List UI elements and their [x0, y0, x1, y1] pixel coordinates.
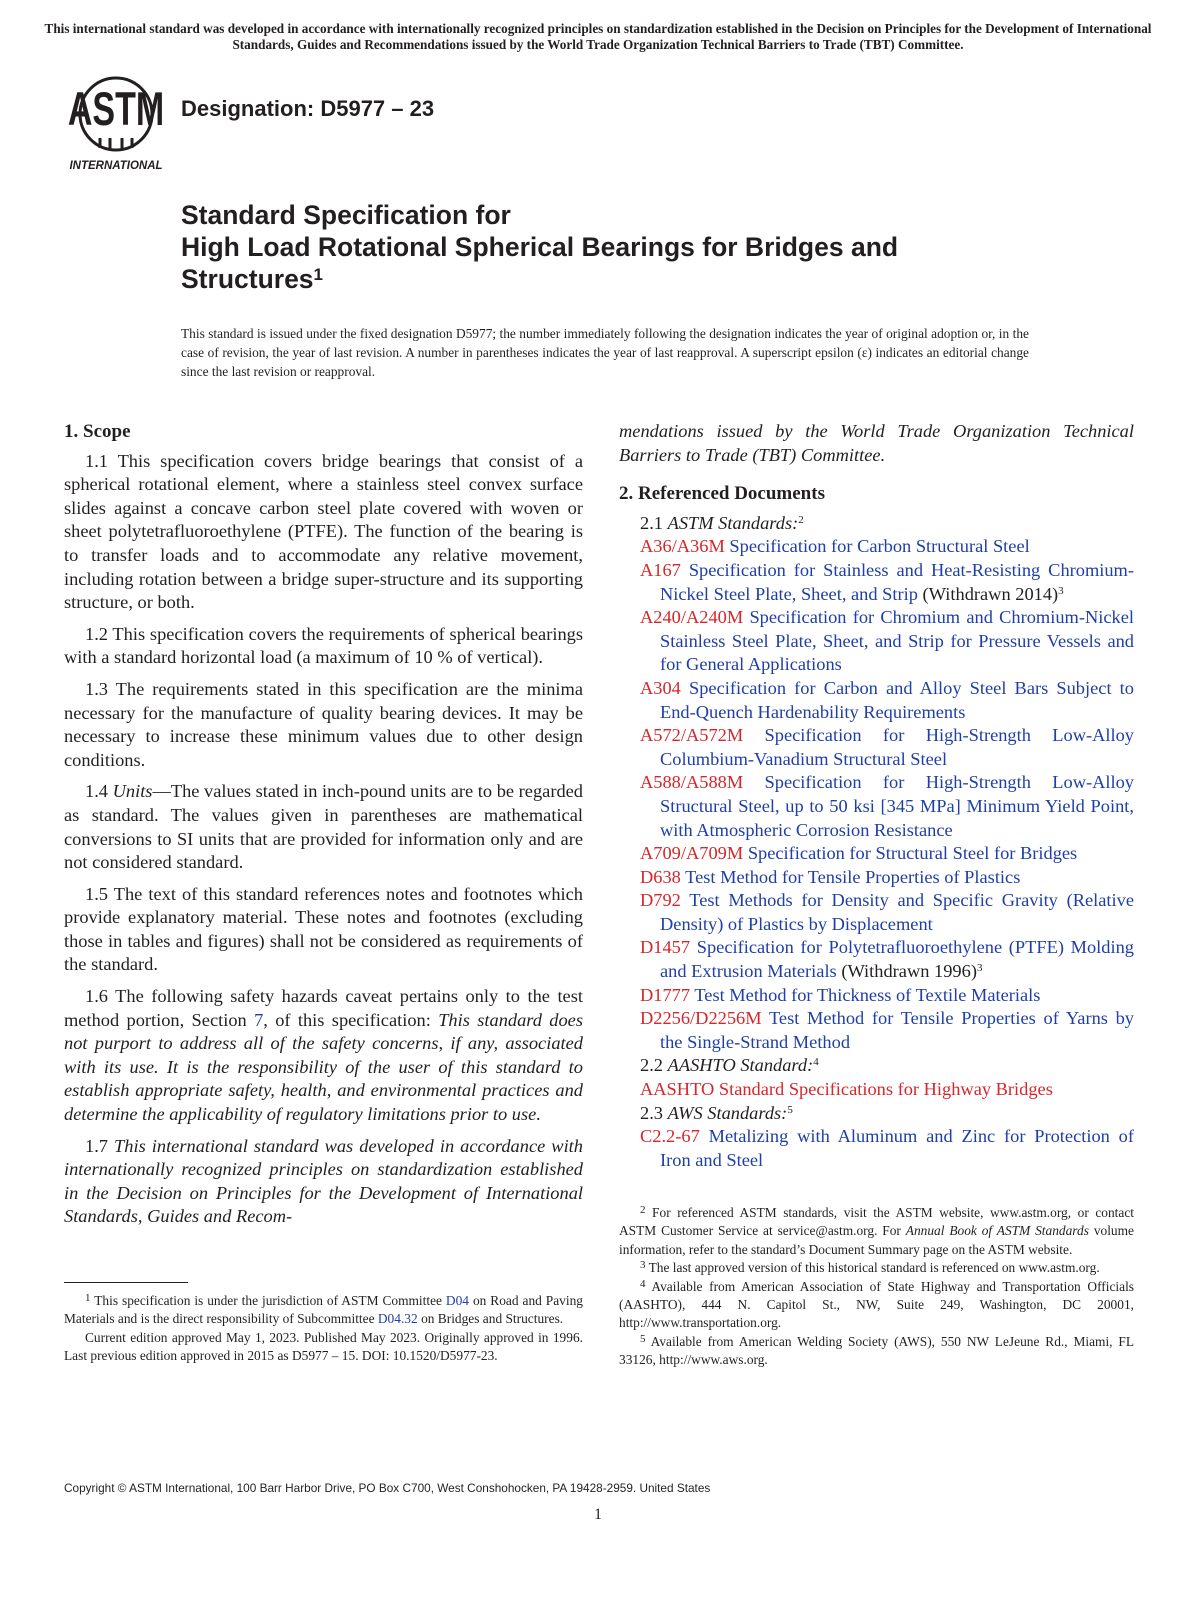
reference-footnote-mark: 3 — [976, 962, 983, 975]
footnote-3: $^3$ The last approved version of this historical standard is referenced on www.astm.org. — [640, 1259, 1100, 1276]
document-title — [181, 199, 1081, 295]
astm-reference-item[interactable] — [640, 936, 1134, 983]
copyright: Copyright © ASTM International, 100 Barr Harbor Drive, PO Box C700, West Conshohocken, PA 19428-2959. United States — [64, 1481, 711, 1495]
astm-reference-item[interactable] — [640, 889, 1134, 936]
reference-title[interactable]: Specification for High-Strength Low-Alloy Structural Steel, up to 50 ksi [345 MPa] Minimum Yield Point, with Atmospheric Corrosion Resistance — [660, 772, 1134, 840]
page-number: 1 — [594, 1506, 602, 1523]
reference-code[interactable]: A588/A588M — [640, 772, 744, 793]
reference-status: (Withdrawn 2014) — [917, 583, 1059, 604]
reference-code[interactable]: D1457 — [640, 937, 691, 958]
reference-code[interactable]: D638 — [640, 866, 681, 887]
footnote-4: $^4$ Available from American Association of State Highway and Transportation Officials (AASHTO), 444 N. Capitol St., NW, Suite 249, Washington, DC 20001, http://www.transportation.org. — [619, 1277, 1134, 1331]
reference-code[interactable]: A36/A36M — [640, 536, 725, 557]
scope-1-2: 1.2 This specification covers the requirements of spherical bearings with a standard horizontal load (a maximum of 10 % of vertical). — [64, 623, 583, 668]
logo-text: ASTM — [67, 82, 165, 136]
footnote-5: $^5$ Available from American Welding Society (AWS), 550 NW LeJeune Rd., Miami, FL 33126, http://www.aws.org. — [619, 1332, 1135, 1368]
footnote-rule — [64, 1282, 188, 1283]
footnote-1: $^1$ This specification is under the jurisdiction of ASTM Committee D04 on Road and Paving Materials and is the direct responsibility of Subcommittee D04.32 on Bridges and Structures. — [64, 1292, 583, 1327]
astm-reference-item[interactable] — [640, 984, 1134, 1008]
astm-reference-item[interactable] — [640, 677, 1134, 724]
reference-status: (Withdrawn 1996) — [836, 961, 977, 982]
reference-code[interactable]: A709/A709M — [640, 843, 744, 864]
scope-heading: 1. Scope — [64, 421, 131, 442]
reference-footnote-mark: 3 — [1058, 584, 1064, 597]
reference-title[interactable]: Specification for Chromium and Chromium-Nickel Stainless Steel Plate, Sheet, and Strip for Pressure Vessels and for General Applications — [660, 607, 1134, 675]
scope-1-4: 1.4 Units—The values stated in inch-pound units are to be regarded as standard. The values given in parentheses are mathematical conversions to SI units that are provided for information only and are not considered standard. — [64, 781, 583, 873]
subcommittee-d04-32-link[interactable]: D04.32 — [377, 1311, 418, 1327]
logo-subtext: INTERNATIONAL — [69, 160, 163, 172]
reference-code[interactable]: A572/A572M — [640, 725, 744, 746]
reference-title[interactable]: Specification for Carbon Structural Steel — [729, 536, 1030, 557]
scope-1-3: 1.3 The requirements stated in this specification are the minima necessary for the manufacture of quality bearing devices. It may be necessary to increase these minimum values due to other design conditions. — [64, 678, 583, 770]
reference-title[interactable]: Specification for Polytetrafluoroethylene (PTFE) Molding and Extrusion Materials — [660, 937, 1134, 982]
footnote-2: $^2$ For referenced ASTM standards, visit the ASTM website, www.astm.org, or contact ASTM Customer Service at service@astm.org. For Annual Book of ASTM Standards volume information, refer to the standard’s Document Summary page on the ASTM website. — [619, 1204, 1134, 1257]
reference-code[interactable]: D1777 — [640, 984, 691, 1005]
title-footnote-mark: 1 — [313, 265, 324, 284]
section-7-link[interactable]: 7 — [254, 1009, 264, 1030]
aashto-reference[interactable]: AASHTO Standard Specifications for Highway Bridges — [640, 1079, 1053, 1100]
scope-1-5: 1.5 The text of this standard references notes and footnotes which provide explanatory material. These notes and footnotes (excluding those in tables and figures) shall not be considered as requirements of the standard. — [64, 883, 583, 975]
issue-note: This standard is issued under the fixed designation D5977; the number immediately following the designation indicates the year of original adoption or, in the case of revision, the year of last revision. A number in parentheses indicates the year of last reapproval. A superscript epsilon (ε) indicates an editorial change since the last revision or reapproval. — [181, 326, 1029, 379]
reference-code[interactable]: D2256/D2256M — [640, 1008, 762, 1029]
astm-reference-item[interactable] — [640, 1007, 1134, 1054]
reference-title[interactable]: Specification for Structural Steel for Bridges — [747, 843, 1078, 864]
astm-reference-item[interactable] — [640, 535, 1134, 559]
reference-title[interactable]: Test Methods for Density and Specific Gravity (Relative Density) of Plastics by Displacement — [660, 890, 1134, 934]
footnotes-left — [64, 1292, 583, 1366]
aashto-standard-label: 2.2 AASHTO Standard:$^4$ — [640, 1055, 819, 1076]
left-column — [64, 420, 583, 1237]
designation: Designation: D5977 – 23 — [181, 96, 435, 121]
astm-reference-list — [619, 535, 1134, 1054]
title-line-1: Standard Specification for — [181, 200, 511, 230]
scope-1-7: 1.7 This international standard was developed in accordance with internationally recognized principles on standardization established in the Decision on Principles for the Development of International Standards, Guides and Recom- — [64, 1135, 583, 1227]
committee-d04-link[interactable]: D04 — [445, 1293, 469, 1308]
astm-reference-item[interactable] — [640, 724, 1134, 771]
reference-code[interactable]: A240/A240M — [640, 607, 744, 628]
footnotes-right — [619, 1204, 1134, 1370]
astm-standards-label: 2.1 ASTM Standards:$^2$ — [640, 512, 804, 533]
referenced-documents-heading: 2. Referenced Documents — [619, 483, 825, 505]
reference-code[interactable]: D792 — [640, 890, 681, 911]
scope-1-7-continued: mendations issued by the World Trade Organization Technical Barriers to Trade (TBT) Committee. — [619, 421, 1134, 465]
reference-title[interactable]: Test Method for Tensile Properties of Plastics — [685, 866, 1021, 887]
reference-title[interactable]: Specification for High-Strength Low-Alloy Columbium-Vanadium Structural Steel — [660, 725, 1134, 769]
reference-title[interactable]: Test Method for Thickness of Textile Materials — [694, 984, 1041, 1005]
reference-title[interactable]: Specification for Carbon and Alloy Steel Bars Subject to End-Quench Hardenability Requirements — [660, 677, 1134, 722]
title-line-2: High Load Rotational Spherical Bearings for Bridges and — [181, 232, 899, 262]
astm-reference-item[interactable] — [640, 866, 1134, 890]
reference-title[interactable]: Specification for Stainless and Heat-Resisting Chromium-Nickel Steel Plate, Sheet, and Strip — [660, 559, 1134, 604]
scope-1-1: 1.1 This specification covers bridge bearings that consist of a spherical rotational element, where a stainless steel convex surface slides against a concave carbon steel plate covered with woven or sheet polytetrafluoroethylene (PTFE). The function of the bearing is to transfer loads and to accommodate any relative movement, including rotation between a bridge super-structure and its supporting structure, or both. — [64, 450, 583, 613]
wto-notice: This international standard was developed in accordance with internationally recognized principles on standardization established in the Decision on Principles for the Development of International Standards, Guides and Recommendations issued by the World Trade Organization Technical Barriers to Trade (TBT) Committee. — [44, 21, 1152, 52]
reference-code[interactable]: A167 — [640, 559, 681, 580]
reference-code[interactable]: A304 — [640, 677, 681, 698]
title-line-3: Structures$^1$ — [181, 264, 324, 294]
astm-reference-item[interactable] — [640, 771, 1134, 842]
aws-reference[interactable]: C2.2-67 Metalizing with Aluminum and Zinc for Protection of Iron and Steel — [640, 1126, 1134, 1170]
right-column — [619, 420, 1134, 1172]
aws-standards-label: 2.3 AWS Standards:$^5$ — [640, 1102, 793, 1123]
scope-1-6: 1.6 The following safety hazards caveat pertains only to the test method portion, Section 7, of this specification: This standard does not purport to address all of the safety concerns, if any, associated with its use. It is the responsibility of the user of this standard to establish appropriate safety, health, and environmental practices and determine the applicability of regulatory limitations prior to use. — [64, 986, 583, 1125]
footnote-1-edition: Current edition approved May 1, 2023. Published May 2023. Originally approved in 1996. Last previous edition approved in 2015 as D5977 – 15. DOI: 10.1520/D5977-23. — [64, 1329, 583, 1364]
astm-reference-item[interactable] — [640, 559, 1134, 606]
astm-reference-item[interactable] — [640, 842, 1134, 866]
astm-reference-item[interactable] — [640, 606, 1134, 677]
reference-title[interactable]: Test Method for Tensile Properties of Yarns by the Single-Strand Method — [660, 1008, 1134, 1052]
astm-logo — [64, 76, 170, 172]
